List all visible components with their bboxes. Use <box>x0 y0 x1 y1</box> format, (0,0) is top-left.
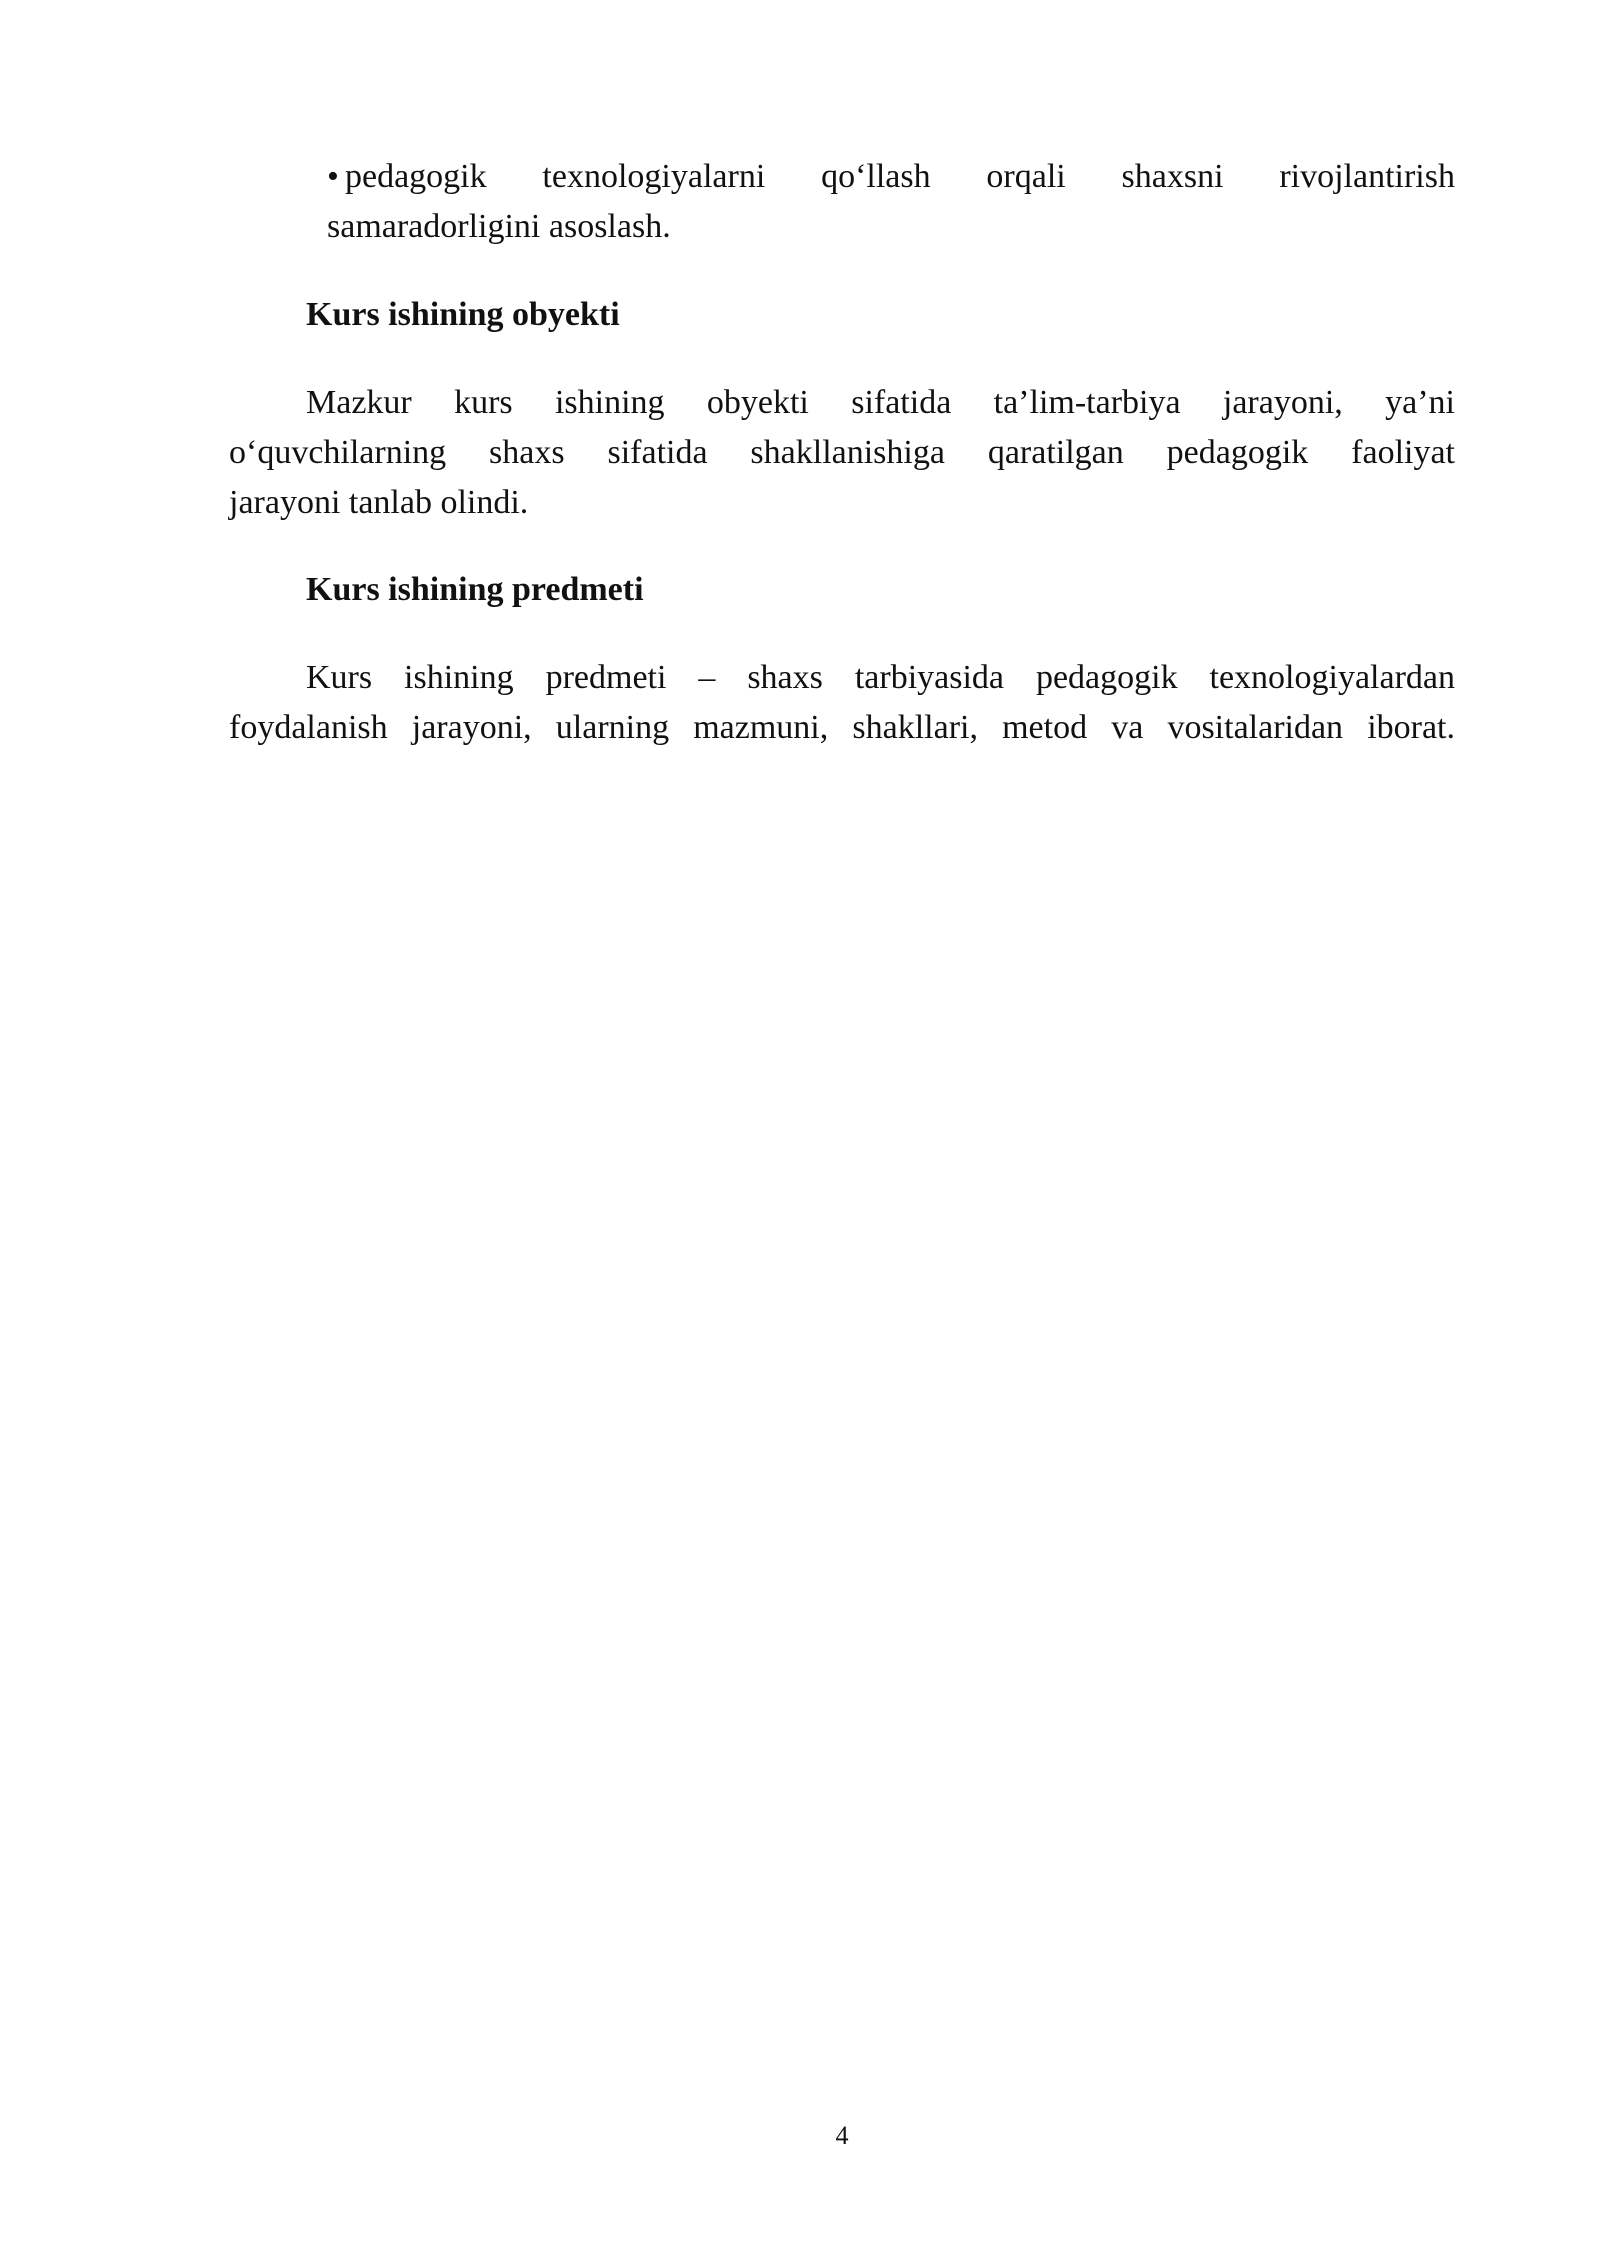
heading-subject: Kurs ishining predmeti <box>306 571 644 608</box>
bullet-item-line1 <box>327 152 1455 202</box>
subject-paragraph-line2: foydalanish jarayoni, ularning mazmuni, shakllari, metod va vositalaridan iborat. <box>229 709 1455 746</box>
object-paragraph-line3: jarayoni tanlab olindi. <box>229 484 529 521</box>
bullet-text-line1: pedagogik texnologiyalarni qo‘llash orqali shaxsni rivojlantirish <box>345 158 1455 195</box>
bullet-text-line2: samaradorligini asoslash. <box>327 208 671 245</box>
object-paragraph-line1: Mazkur kurs ishining obyekti sifatida ta’lim-tarbiya jarayoni, ya’ni <box>306 384 1455 421</box>
bullet-marker: • <box>327 158 339 195</box>
page-number: 4 <box>835 2121 849 2150</box>
heading-object: Kurs ishining obyekti <box>306 296 620 333</box>
object-paragraph-line2: o‘quvchilarning shaxs sifatida shakllanishiga qaratilgan pedagogik faoliyat <box>229 434 1455 471</box>
subject-paragraph-line1: Kurs ishining predmeti – shaxs tarbiyasida pedagogik texnologiyalardan <box>306 659 1455 696</box>
